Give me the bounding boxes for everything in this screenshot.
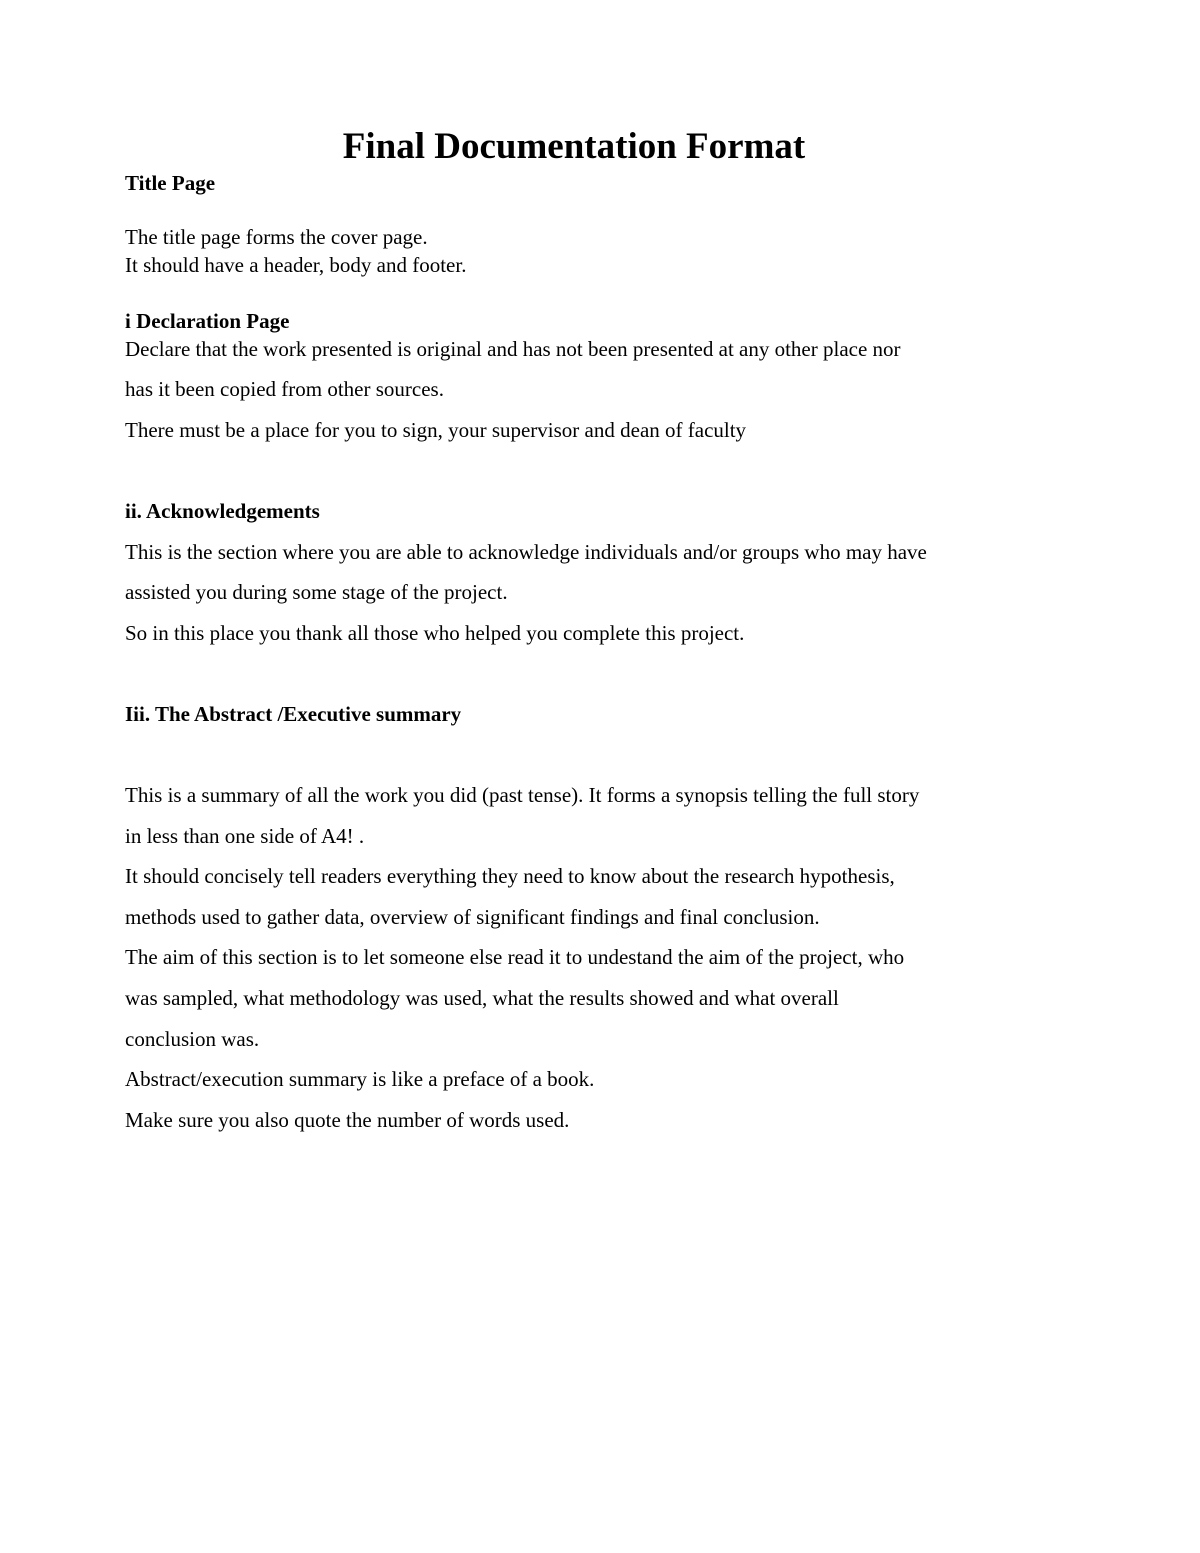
paragraph-line: Declare that the work presented is original and has not been presented at any other place nor bbox=[125, 337, 901, 361]
paragraph-line: This is a summary of all the work you did (past tense). It forms a synopsis telling the full story bbox=[125, 783, 920, 807]
paragraph-line: in less than one side of A4! . bbox=[125, 824, 365, 848]
paragraph-line: was sampled, what methodology was used, what the results showed and what overall bbox=[125, 986, 839, 1010]
paragraph-line: assisted you during some stage of the project. bbox=[125, 580, 508, 604]
paragraph-line: There must be a place for you to sign, your supervisor and dean of faculty bbox=[125, 418, 747, 442]
paragraph-line: Abstract/execution summary is like a preface of a book. bbox=[125, 1067, 595, 1091]
section-heading-abstract: Iii. The Abstract /Executive summary bbox=[125, 702, 462, 726]
paragraph-line: It should concisely tell readers everything they need to know about the research hypothesis, bbox=[125, 864, 895, 888]
paragraph-line: methods used to gather data, overview of significant findings and final conclusion. bbox=[125, 905, 820, 929]
paragraph-line: So in this place you thank all those who helped you complete this project. bbox=[125, 621, 745, 645]
paragraph-line: The title page forms the cover page. bbox=[125, 225, 428, 249]
paragraph-line: has it been copied from other sources. bbox=[125, 377, 444, 401]
paragraph-line: Make sure you also quote the number of words used. bbox=[125, 1108, 570, 1132]
paragraph-line: It should have a header, body and footer. bbox=[125, 253, 467, 277]
paragraph-line: conclusion was. bbox=[125, 1027, 260, 1051]
document-title: Final Documentation Format bbox=[342, 126, 806, 167]
section-heading-declaration: i Declaration Page bbox=[125, 309, 290, 333]
section-heading-acknowledgements: ii. Acknowledgements bbox=[125, 499, 320, 523]
section-heading-title-page: Title Page bbox=[125, 171, 216, 195]
paragraph-line: The aim of this section is to let someone else read it to undestand the aim of the project, who bbox=[125, 945, 905, 969]
paragraph-line: This is the section where you are able to acknowledge individuals and/or groups who may have bbox=[125, 540, 927, 564]
